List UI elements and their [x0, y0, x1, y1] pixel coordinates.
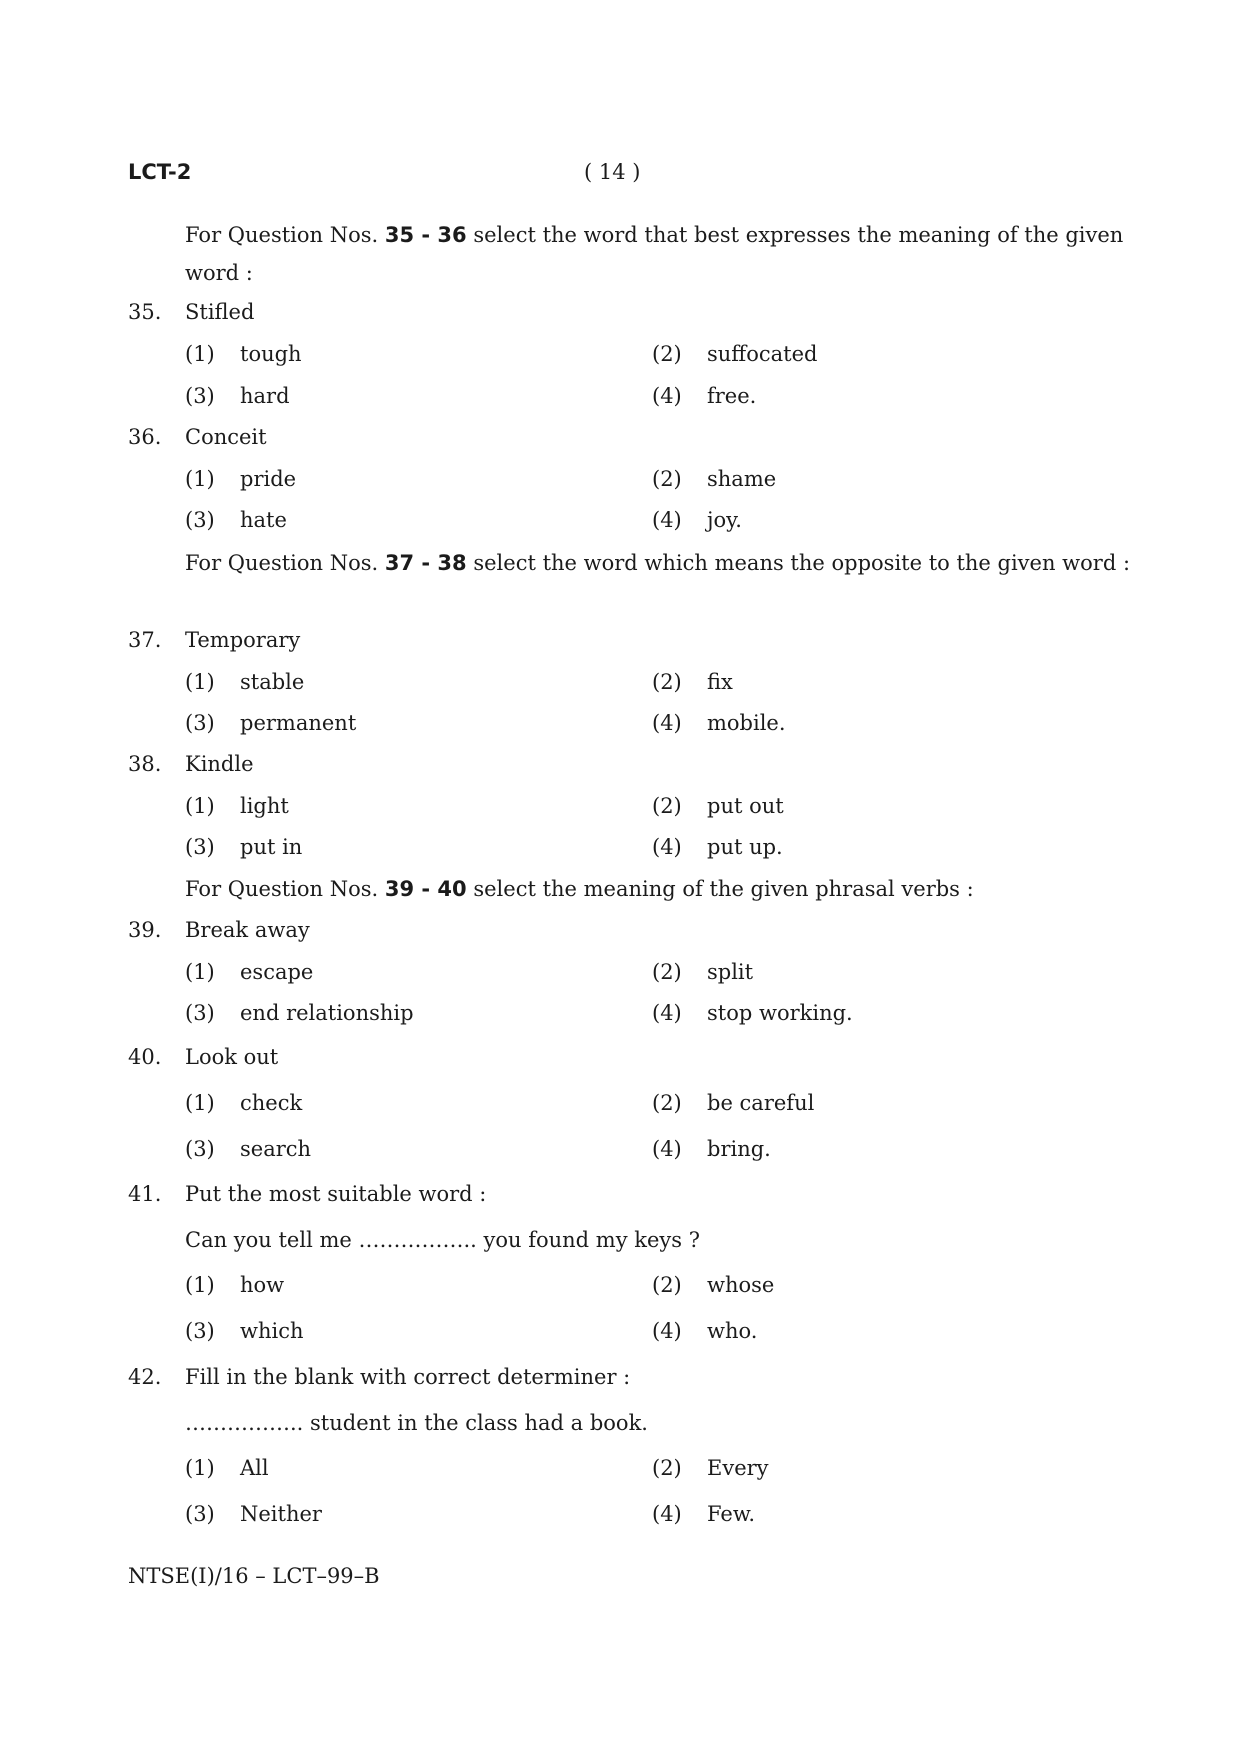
option-text: be careful — [707, 1091, 815, 1115]
question-text: Break away — [185, 918, 310, 942]
option-text: free. — [707, 384, 757, 408]
option-text: search — [240, 1137, 312, 1161]
option-text: tough — [240, 342, 302, 366]
option-text: put in — [240, 835, 303, 859]
option-label: (4) — [652, 508, 682, 532]
question-text: Kindle — [185, 752, 254, 776]
option-text: permanent — [240, 711, 357, 735]
option-label: (3) — [185, 1137, 215, 1161]
option-text: stable — [240, 670, 305, 694]
option-label: (1) — [185, 1273, 215, 1297]
option-label: (3) — [185, 1001, 215, 1025]
paper-code: LCT-2 — [128, 160, 192, 184]
option-label: (2) — [652, 960, 682, 984]
option-label: (1) — [185, 794, 215, 818]
question-text: Look out — [185, 1045, 279, 1069]
option-label: (3) — [185, 1319, 215, 1343]
option-label: (1) — [185, 960, 215, 984]
option-text: shame — [707, 467, 777, 491]
footer-code: NTSE(I)/16 – LCT–99–B — [128, 1564, 380, 1588]
option-text: put out — [707, 794, 784, 818]
option-label: (4) — [652, 835, 682, 859]
option-label: (1) — [185, 467, 215, 491]
option-label: (3) — [185, 1502, 215, 1526]
option-label: (2) — [652, 670, 682, 694]
option-text: which — [240, 1319, 304, 1343]
option-label: (1) — [185, 1091, 215, 1115]
option-text: mobile. — [707, 711, 786, 735]
option-text: Every — [707, 1456, 769, 1480]
question-sentence: …………….. student in the class had a book. — [185, 1411, 648, 1435]
option-label: (2) — [652, 467, 682, 491]
option-text: All — [240, 1456, 269, 1480]
option-label: (4) — [652, 1319, 682, 1343]
option-label: (3) — [185, 835, 215, 859]
option-label: (4) — [652, 711, 682, 735]
option-text: fix — [707, 670, 733, 694]
option-text: escape — [240, 960, 314, 984]
option-label: (3) — [185, 384, 215, 408]
option-label: (4) — [652, 1001, 682, 1025]
instruction-35-36: For Question Nos. 35 - 36 select the word that best expresses the meaning of the given word : — [185, 223, 1124, 285]
option-label: (2) — [652, 1456, 682, 1480]
option-label: (1) — [185, 342, 215, 366]
instruction-37-38: For Question Nos. 37 - 38 select the word which means the opposite to the given word : — [185, 551, 1131, 575]
question-number: 42. — [128, 1365, 162, 1389]
option-text: who. — [707, 1319, 758, 1343]
option-text: end relationship — [240, 1001, 414, 1025]
question-number: 36. — [128, 425, 162, 449]
page-number: ( 14 ) — [584, 160, 641, 184]
question-number: 40. — [128, 1045, 162, 1069]
question-number: 37. — [128, 628, 162, 652]
option-label: (1) — [185, 1456, 215, 1480]
option-label: (2) — [652, 794, 682, 818]
option-text: stop working. — [707, 1001, 853, 1025]
option-label: (2) — [652, 1091, 682, 1115]
option-label: (4) — [652, 384, 682, 408]
option-text: light — [240, 794, 289, 818]
option-label: (2) — [652, 342, 682, 366]
option-text: Neither — [240, 1502, 322, 1526]
option-label: (4) — [652, 1502, 682, 1526]
option-text: bring. — [707, 1137, 771, 1161]
option-text: how — [240, 1273, 285, 1297]
option-text: hard — [240, 384, 290, 408]
option-text: check — [240, 1091, 303, 1115]
option-text: pride — [240, 467, 297, 491]
instruction-39-40: For Question Nos. 39 - 40 select the meaning of the given phrasal verbs : — [185, 877, 974, 901]
question-number: 35. — [128, 300, 162, 324]
option-text: whose — [707, 1273, 775, 1297]
question-sentence: Can you tell me …………….. you found my keys ? — [185, 1228, 700, 1252]
option-label: (3) — [185, 711, 215, 735]
question-number: 39. — [128, 918, 162, 942]
question-text: Conceit — [185, 425, 267, 449]
option-label: (1) — [185, 670, 215, 694]
question-text: Stifled — [185, 300, 255, 324]
option-text: split — [707, 960, 754, 984]
option-label: (4) — [652, 1137, 682, 1161]
question-text: Fill in the blank with correct determiner : — [185, 1365, 631, 1389]
option-text: Few. — [707, 1502, 756, 1526]
option-text: hate — [240, 508, 287, 532]
option-label: (2) — [652, 1273, 682, 1297]
question-text: Put the most suitable word : — [185, 1182, 487, 1206]
option-text: suffocated — [707, 342, 818, 366]
question-number: 38. — [128, 752, 162, 776]
option-label: (3) — [185, 508, 215, 532]
option-text: joy. — [707, 508, 742, 532]
option-text: put up. — [707, 835, 783, 859]
question-number: 41. — [128, 1182, 162, 1206]
question-text: Temporary — [185, 628, 301, 652]
